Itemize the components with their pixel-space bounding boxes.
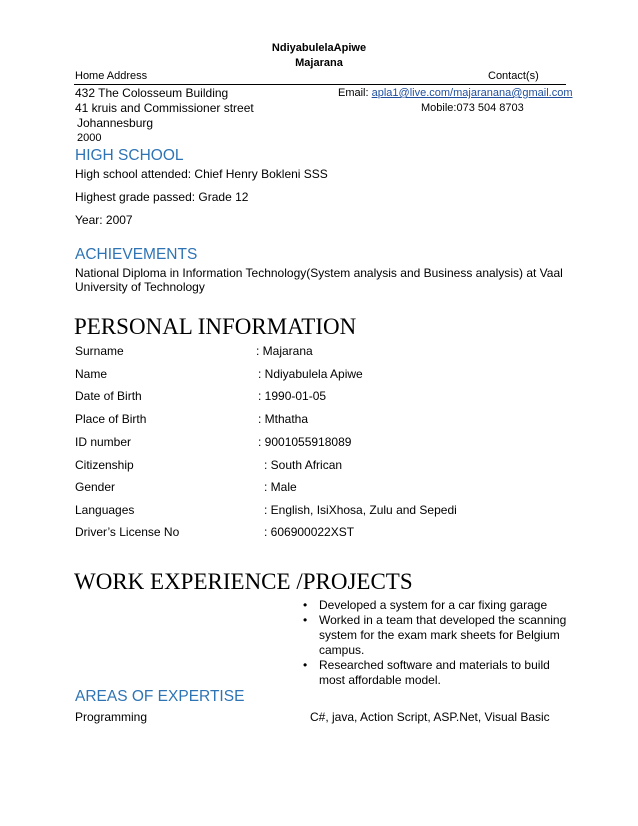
home-address-label: Home Address [75,70,148,82]
address-line-4: 2000 [77,132,102,144]
applicant-name-line1: NdiyabulelaApiwe [271,42,367,54]
name-label: Name [75,367,108,381]
achievements-heading: ACHIEVEMENTS [75,246,198,263]
achievement-line-2: University of Technology [75,280,205,294]
work-item-text: Researched software and materials to build most affordable model. [319,658,550,687]
applicant-name-line2: Majarana [295,57,343,69]
work-item-text: Developed a system for a car fixing garage [319,598,548,612]
high-school-heading: HIGH SCHOOL [75,147,184,164]
id-number-value: : 9001055918089 [258,435,352,449]
bullet-icon: • [303,658,308,672]
dob-value: : 1990-01-05 [258,389,327,403]
license-label: Driver’s License No [75,525,180,539]
contacts-label: Contact(s) [488,70,539,82]
header-rule [74,84,566,85]
address-line-3: Johannesburg [77,116,154,130]
expertise-label: Programming [75,710,148,724]
birthplace-value: : Mthatha [258,412,309,426]
birthplace-label: Place of Birth [75,412,147,426]
school-year: Year: 2007 [75,213,133,227]
mobile-number: Mobile:073 504 8703 [421,102,524,114]
surname-value: : Majarana [256,344,313,358]
gender-value: : Male [264,480,297,494]
work-item-text: Worked in a team that developed the scanning system for the exam mark sheets for Belgium campus. [319,613,567,657]
license-value: : 606900022XST [264,525,355,539]
email-row [338,87,573,99]
work-experience-heading: WORK EXPERIENCE /PROJECTS [74,569,413,594]
gender-label: Gender [75,480,116,494]
surname-label: Surname [75,344,124,358]
address-line-2: 41 kruis and Commissioner street [75,101,254,115]
id-number-label: ID number [75,435,132,449]
languages-value: : English, IsiXhosa, Zulu and Sepedi [264,503,457,517]
citizenship-label: Citizenship [75,458,134,472]
achievement-line-1: National Diploma in Information Technology(System analysis and Business analysis) at Vaal [75,266,563,280]
list-item [303,598,573,613]
work-experience-list [303,598,573,688]
list-item [303,658,573,688]
address-line-1: 432 The Colosseum Building [75,86,229,100]
email-link[interactable]: apla1@live.com/majaranana@gmail.com [371,87,573,99]
name-value: : Ndiyabulela Apiwe [258,367,363,381]
expertise-value: C#, java, Action Script, ASP.Net, Visual Basic [310,710,550,724]
high-school-attended: High school attended: Chief Henry Bokleni SSS [75,167,328,181]
personal-info-heading: PERSONAL INFORMATION [74,314,357,339]
bullet-icon: • [303,613,308,627]
highest-grade: Highest grade passed: Grade 12 [75,190,249,204]
expertise-heading: AREAS OF EXPERTISE [75,688,245,705]
list-item [303,613,573,658]
languages-label: Languages [75,503,135,517]
bullet-icon: • [303,598,308,612]
email-label: Email: [338,87,369,99]
citizenship-value: : South African [264,458,343,472]
dob-label: Date of Birth [75,389,142,403]
